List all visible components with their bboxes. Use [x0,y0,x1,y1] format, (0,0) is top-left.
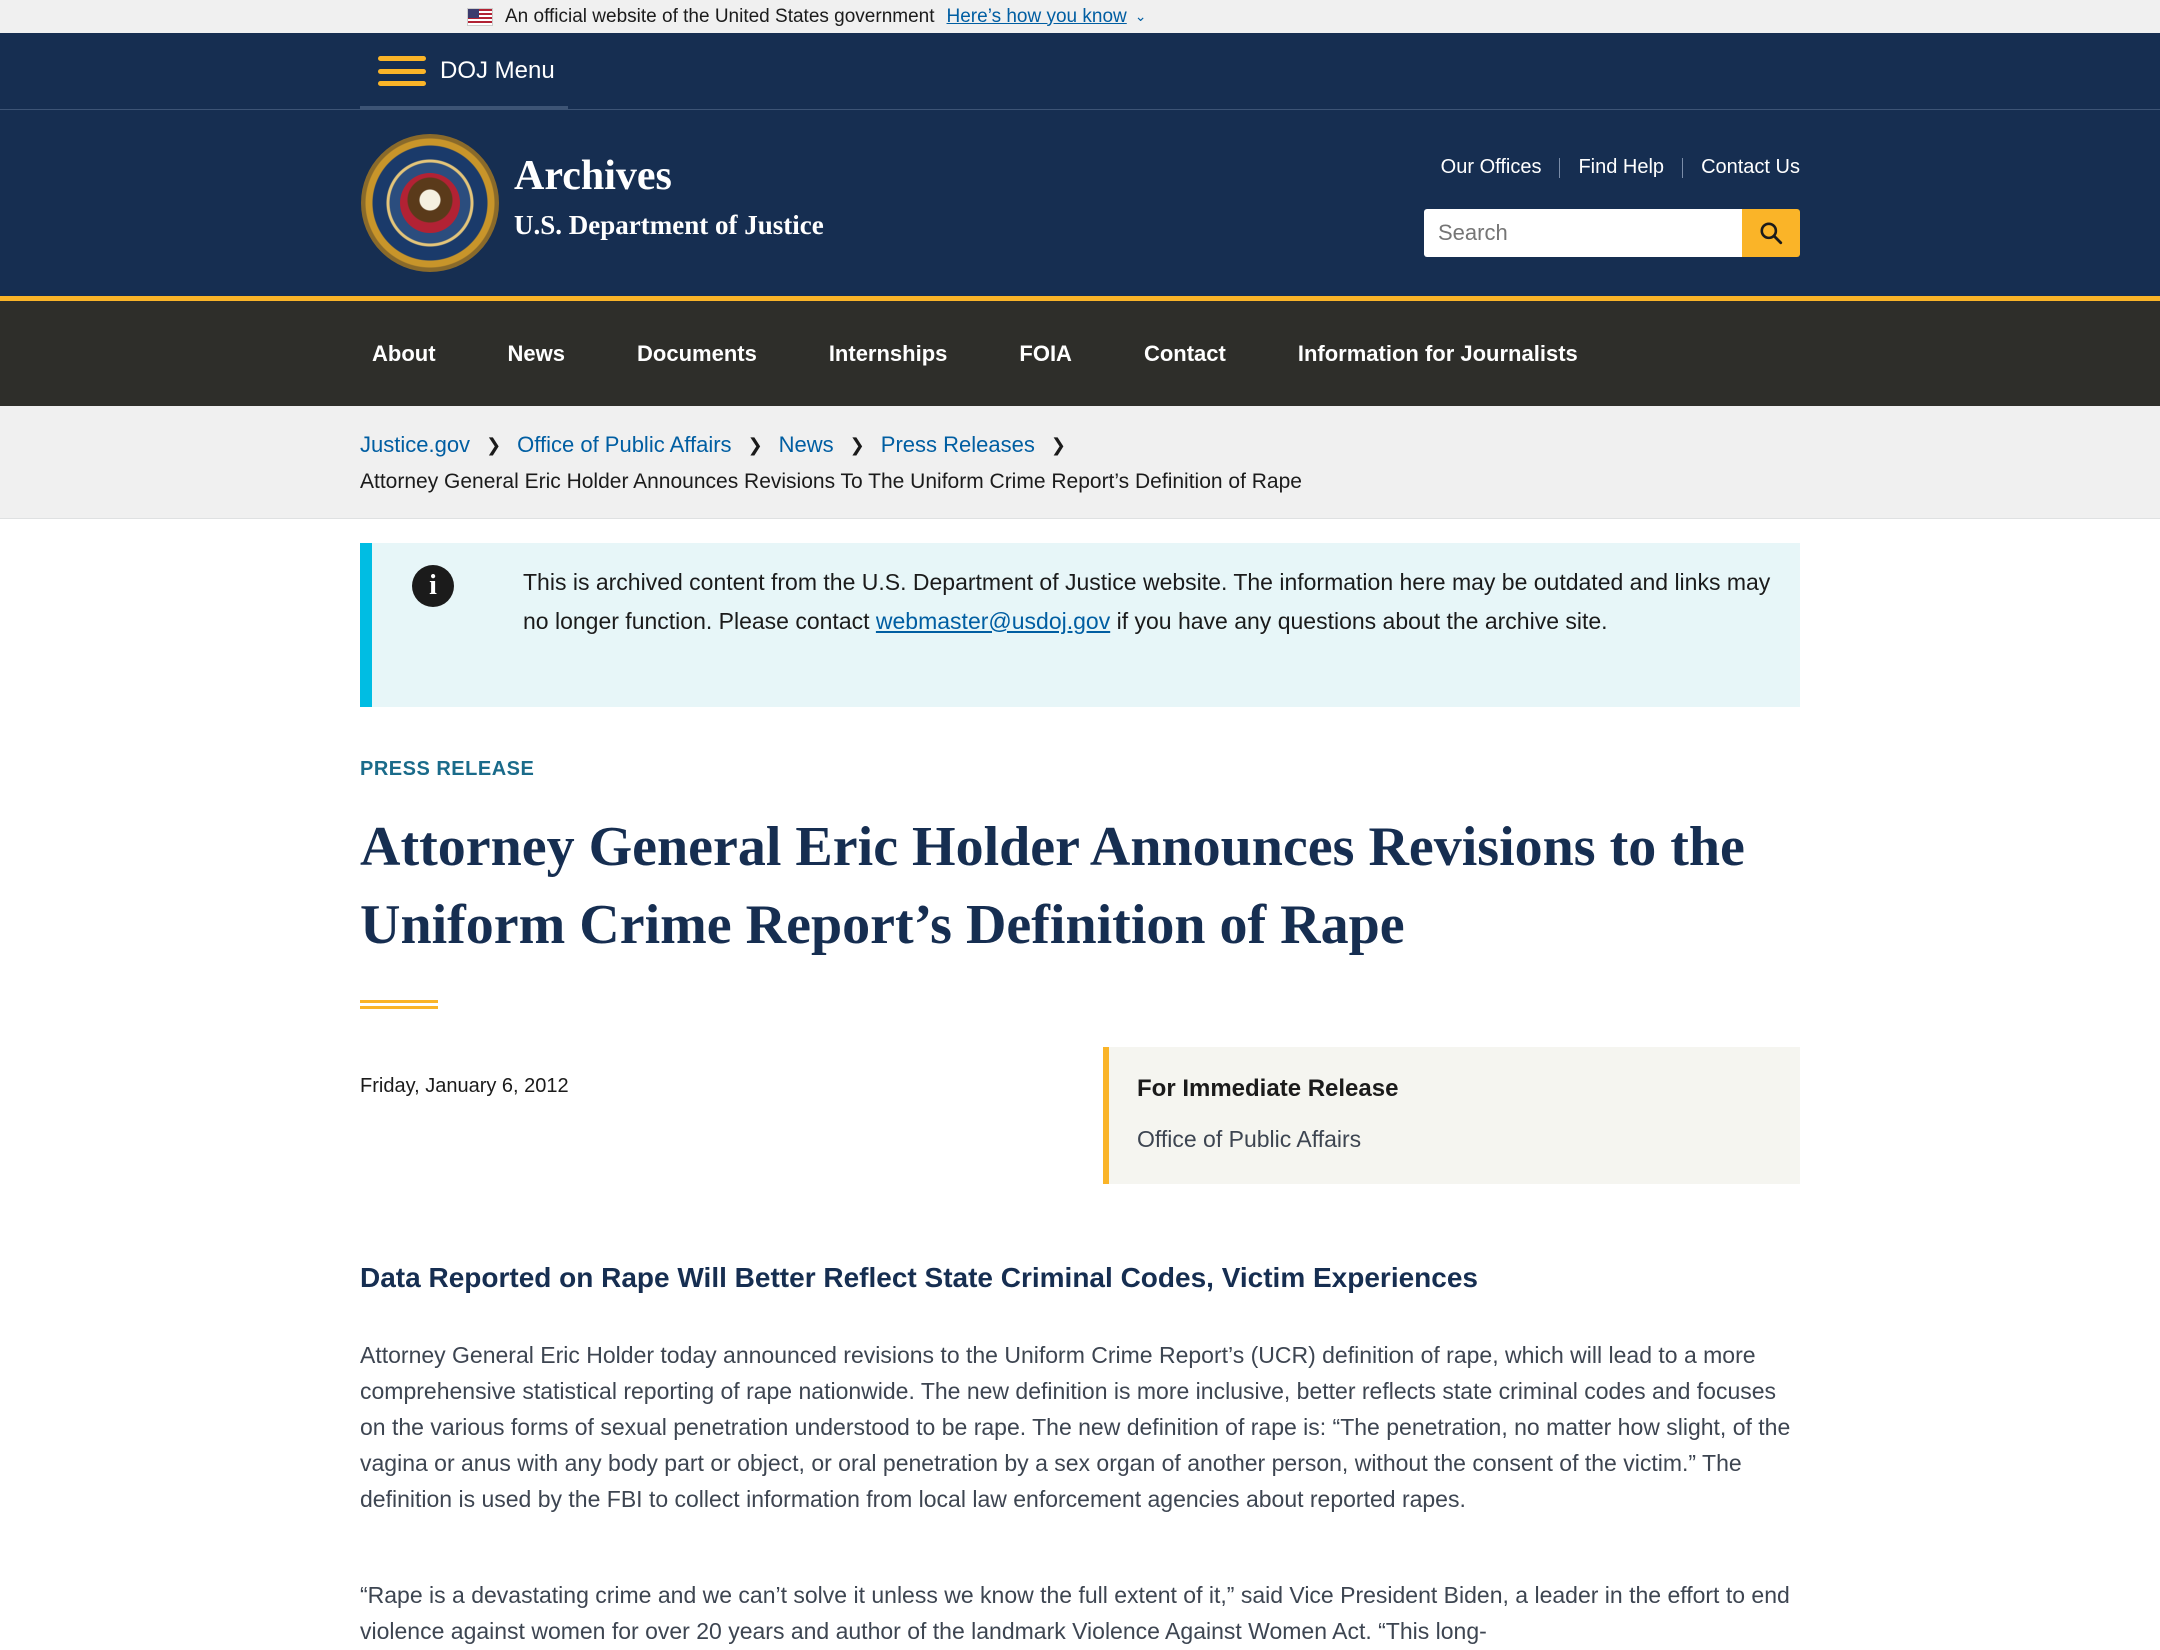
contact-us-link[interactable]: Contact Us [1701,156,1800,178]
alert-text [523,563,1793,640]
breadcrumb-justice-gov[interactable]: Justice.gov [360,432,471,457]
utility-links [1441,156,1800,179]
doj-menu-bar [0,33,2160,110]
gov-banner-text: An official website of the United States government [505,5,935,27]
divider [1559,158,1560,178]
nav-news[interactable]: News [507,340,566,366]
article-kicker: PRESS RELEASE [360,758,535,780]
doj-menu-label: DOJ Menu [440,57,555,84]
article-paragraph: Attorney General Eric Holder today announced revisions to the Uniform Crime Report’s (UCR) definition of rape, which will lead to a more comprehensive statistical reporting of rape nationwide. The new definition is more inclusive, better reflects state criminal codes and focuses on the various forms of sexual penetration understood to be rape. The new definition of rape is: “The penetration, no matter how slight, of the vagina or anus with any body part or object, or oral penetration by a sex organ of another person, without the consent of the victim.” The definition is used by the FBI to collect information from local law enforcement agencies about reported rapes. [360,1342,1791,1512]
release-heading: For Immediate Release [1137,1075,1399,1102]
nav-foia[interactable]: FOIA [1019,340,1072,366]
article-date: Friday, January 6, 2012 [360,1075,569,1097]
search-icon [1758,220,1784,246]
chevron-right-icon: ❯ [486,434,502,455]
site-title[interactable]: Archives [514,153,672,199]
doj-menu-divider [360,106,568,109]
doj-seal-logo[interactable] [361,134,499,272]
breadcrumb-current: Attorney General Eric Holder Announces Revisions To The Uniform Crime Report’s Definition of Rape [360,470,1302,493]
breadcrumb-press-releases[interactable]: Press Releases [880,432,1035,457]
find-help-link[interactable]: Find Help [1578,156,1665,178]
main-nav [0,301,2160,406]
title-rule [360,1000,438,1009]
alert-text-part: if you have any questions about the archive site. [1110,607,1608,634]
our-offices-link[interactable]: Our Offices [1440,156,1542,178]
search-form [1424,209,1800,257]
gov-banner [0,0,2160,33]
breadcrumb-office-of-public-affairs[interactable]: Office of Public Affairs [517,432,732,457]
article-subhead: Data Reported on Rape Will Better Reflect State Criminal Codes, Victim Experiences [360,1262,1478,1293]
divider [1682,158,1683,178]
chevron-down-icon[interactable]: ⌄ [1134,8,1147,24]
article-paragraph: “Rape is a devastating crime and we can’t solve it unless we know the full extent of it,” said Vice President Biden, a leader in the effort to end violence against women for over 20 years and author of the landmark Violence Against Women Act. “This long- [360,1582,1790,1644]
us-flag-icon [467,8,493,26]
doj-menu-button[interactable] [378,33,555,109]
nav-contact[interactable]: Contact [1143,340,1226,366]
nav-about[interactable]: About [372,340,436,366]
heres-how-you-know-link[interactable]: Here’s how you know [946,5,1127,27]
search-input[interactable] [1424,209,1742,257]
alert-text-part: This is archived content from the U.S. Department of Justice website. The information here may be outdated and links may no longer function. Please contact [523,569,1771,634]
nav-information-for-journalists[interactable]: Information for Journalists [1297,340,1578,366]
chevron-right-icon: ❯ [1050,434,1066,455]
chevron-right-icon: ❯ [747,434,763,455]
site-header [0,110,2160,296]
nav-documents[interactable]: Documents [637,340,757,366]
release-info-box [1103,1047,1800,1184]
hamburger-menu-icon[interactable] [378,56,426,86]
site-subtitle[interactable]: U.S. Department of Justice [514,210,824,240]
breadcrumb [0,406,2160,519]
page-title: Attorney General Eric Holder Announces Revisions to the Uniform Crime Report’s Definition of Rape [360,816,1745,956]
info-icon: i [412,565,454,607]
archive-alert [360,543,1800,707]
chevron-right-icon: ❯ [849,434,865,455]
search-button[interactable] [1742,209,1800,257]
webmaster-email-link[interactable]: webmaster@usdoj.gov [875,607,1111,634]
nav-internships[interactable]: Internships [828,340,948,366]
breadcrumb-news[interactable]: News [778,432,834,457]
release-office: Office of Public Affairs [1137,1126,1362,1152]
